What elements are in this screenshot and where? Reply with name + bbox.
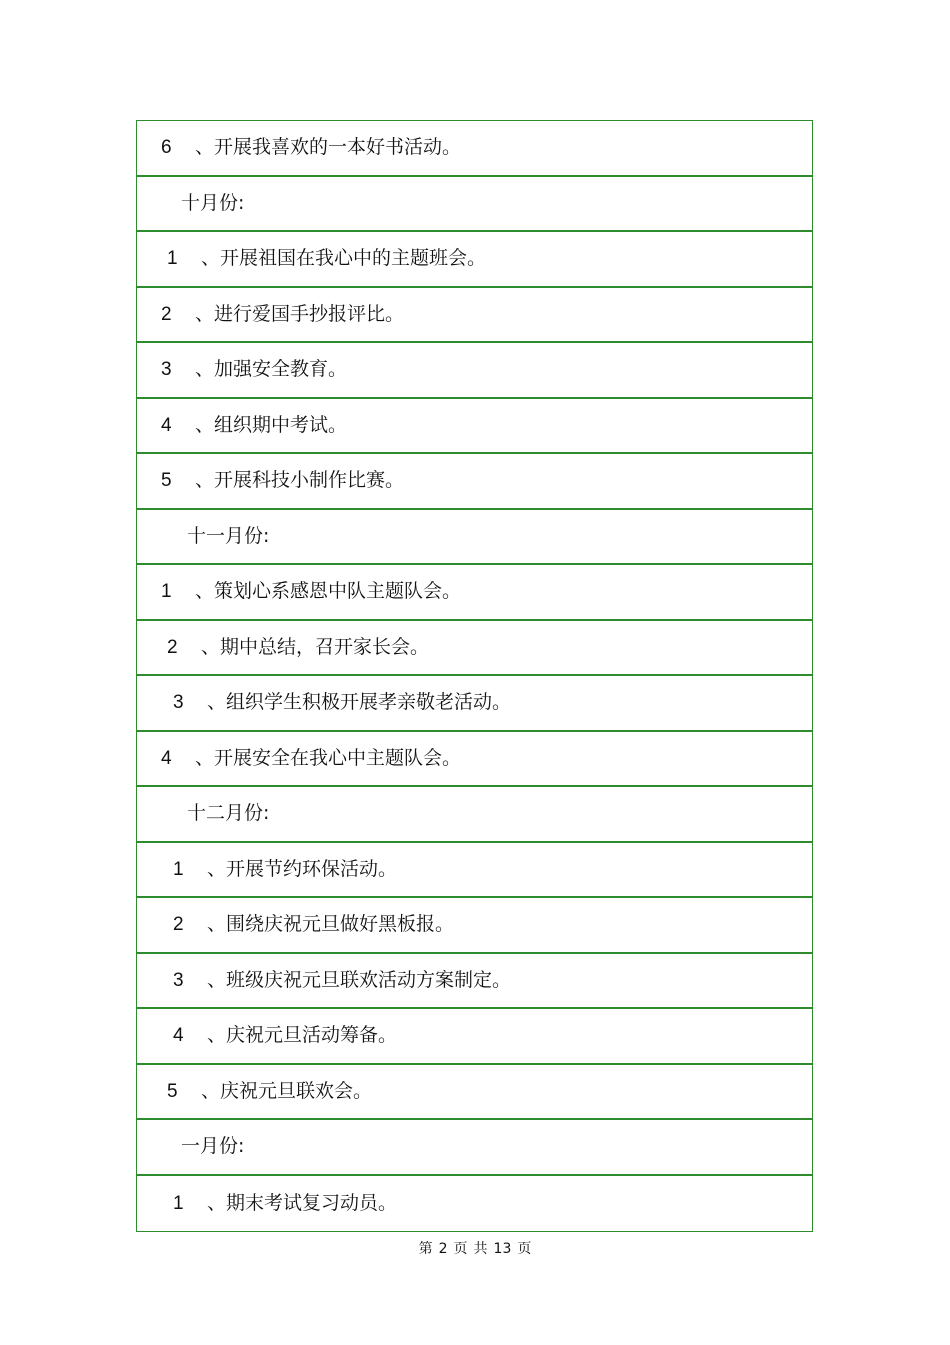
month-heading-row — [137, 177, 812, 233]
item-number: 1 — [173, 858, 184, 880]
footer-prefix: 第 — [418, 1241, 433, 1257]
item-number: 1 — [167, 248, 178, 270]
item-number: 4 — [161, 747, 172, 769]
month-heading: 一月份: — [181, 1135, 245, 1158]
item-number: 2 — [173, 914, 184, 936]
item-text: 、策划心系感恩中队主题队会。 — [195, 580, 462, 603]
month-heading-row — [137, 510, 812, 566]
table-row — [137, 843, 812, 899]
item-text: 、加强安全教育。 — [195, 358, 348, 381]
item-number: 1 — [161, 581, 172, 603]
item-text: 、开展我喜欢的一本好书活动。 — [195, 136, 462, 159]
footer-total-pages: 13 — [493, 1241, 512, 1257]
footer-total-word: 共 — [473, 1241, 488, 1257]
item-text: 、组织学生积极开展孝亲敬老活动。 — [207, 691, 512, 714]
item-number: 5 — [161, 470, 172, 492]
item-number: 6 — [161, 137, 172, 159]
table-row — [137, 621, 812, 677]
item-number: 4 — [173, 1025, 184, 1047]
table-row — [137, 121, 812, 177]
item-text: 、庆祝元旦联欢会。 — [201, 1079, 373, 1102]
item-number: 4 — [161, 414, 172, 436]
table-row — [137, 676, 812, 732]
table-row — [137, 343, 812, 399]
table-row — [137, 1009, 812, 1065]
table-row — [137, 399, 812, 455]
table-row — [137, 732, 812, 788]
table-row — [137, 1065, 812, 1121]
item-text: 、期中总结，召开家长会。 — [201, 635, 430, 658]
item-text: 、开展祖国在我心中的主题班会。 — [201, 247, 487, 270]
table-row — [137, 1176, 812, 1232]
page-footer — [0, 1238, 950, 1258]
item-text: 、进行爱国手抄报评比。 — [195, 302, 405, 325]
schedule-table — [136, 120, 813, 1232]
item-number: 2 — [167, 636, 178, 658]
item-text: 、期末考试复习动员。 — [207, 1191, 398, 1214]
item-number: 1 — [173, 1192, 184, 1214]
month-heading-row — [137, 787, 812, 843]
table-row — [137, 288, 812, 344]
item-text: 、开展节约环保活动。 — [207, 857, 398, 880]
footer-suffix: 页 — [517, 1241, 532, 1257]
month-heading: 十月份: — [181, 191, 245, 214]
table-row — [137, 454, 812, 510]
item-number: 2 — [161, 303, 172, 325]
item-text: 、组织期中考试。 — [195, 413, 348, 436]
table-row — [137, 898, 812, 954]
table-row — [137, 954, 812, 1010]
table-row — [137, 232, 812, 288]
month-heading: 十二月份: — [187, 802, 270, 825]
item-text: 、开展科技小制作比赛。 — [195, 469, 405, 492]
table-row — [137, 565, 812, 621]
item-number: 5 — [167, 1080, 178, 1102]
item-number: 3 — [173, 969, 184, 991]
month-heading: 十一月份: — [187, 524, 270, 547]
item-number: 3 — [173, 692, 184, 714]
item-number: 3 — [161, 359, 172, 381]
item-text: 、班级庆祝元旦联欢活动方案制定。 — [207, 968, 512, 991]
item-text: 、开展安全在我心中主题队会。 — [195, 746, 462, 769]
item-text: 、围绕庆祝元旦做好黑板报。 — [207, 913, 455, 936]
footer-page-word: 页 — [453, 1241, 468, 1257]
footer-current-page: 2 — [438, 1241, 448, 1257]
month-heading-row — [137, 1120, 812, 1176]
item-text: 、庆祝元旦活动筹备。 — [207, 1024, 398, 1047]
